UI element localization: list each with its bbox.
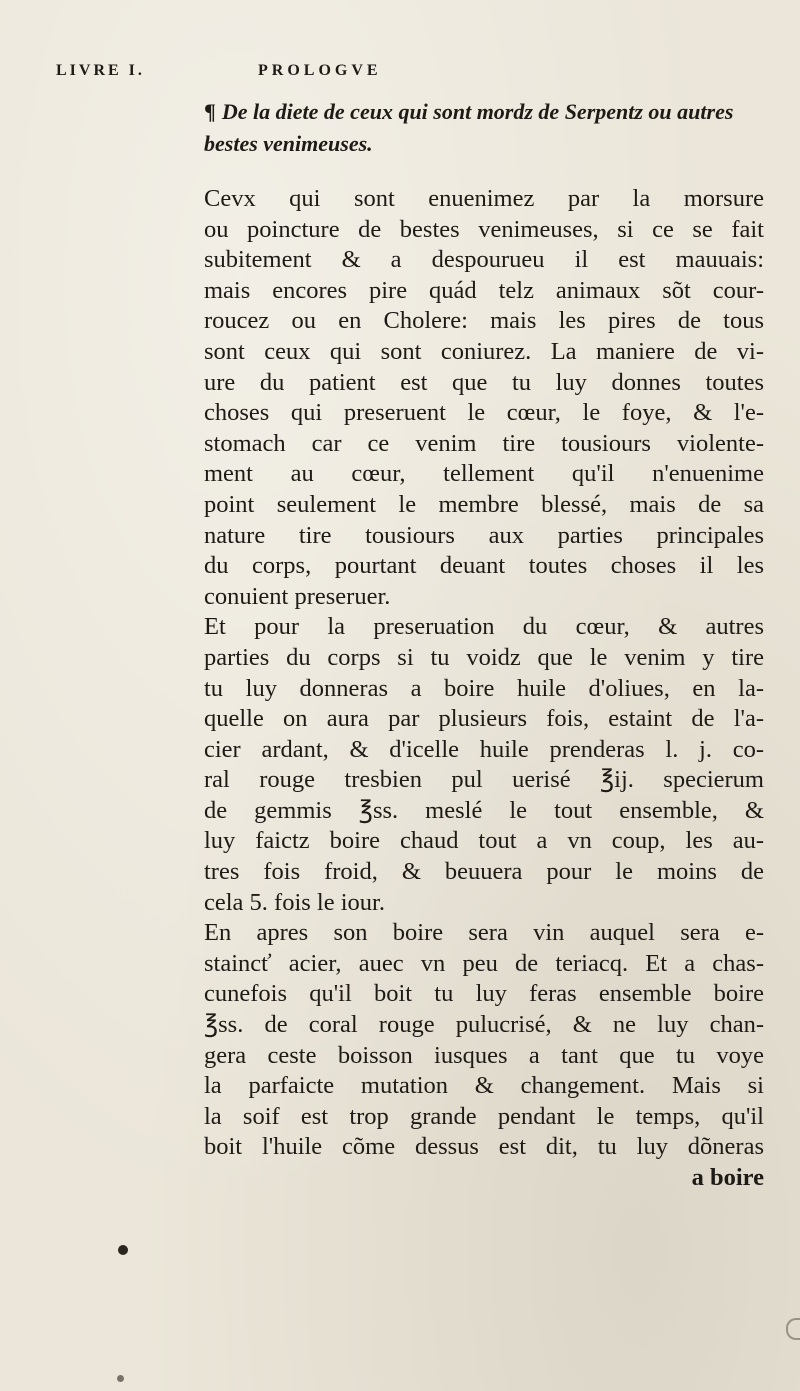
text-line: boit l'huile cõme dessus est dit, tu luy dõneras: [204, 1133, 764, 1161]
text-line: parties du corps si tu voidz que le venim y tire: [204, 643, 764, 671]
text-line: Cevx qui sont enuenimez par la morsure: [204, 185, 764, 212]
text-line: ment au cœur, tellement qu'il n'enuenime: [204, 460, 764, 488]
text-line: roucez ou en Cholere: mais les pires de tous: [204, 307, 764, 335]
text-line: gera ceste boisson iusques a tant que tu voye: [204, 1041, 764, 1069]
text-line: cela 5. fois le iour.: [204, 888, 385, 916]
text-line: mais encores pire quád telz animaux sõt cour-: [204, 276, 764, 304]
text-line: sont ceux qui sont coniurez. La maniere de vi-: [204, 337, 764, 365]
text-line: ure du patient est que tu luy donnes toutes: [204, 368, 764, 396]
text-line: subitement & a despourueu il est mauuais:: [204, 246, 764, 274]
running-head: [56, 62, 746, 86]
text-line: cier ardant, & d'icelle huile prenderas l. j. co-: [204, 735, 764, 763]
text-line: ℥ss. de coral rouge pulucrisé, & ne luy chan-: [204, 1011, 764, 1039]
text-line: choses qui preseruent le cœur, le foye, & l'e-: [204, 399, 764, 427]
section-title: PROLOGVE: [258, 62, 382, 79]
text-line: du corps, pourtant deuant toutes choses il les: [204, 552, 764, 580]
text-line: En apres son boire sera vin auquel sera e-: [204, 919, 764, 947]
text-line: la soif est trop grande pendant le temps, qu'il: [204, 1102, 764, 1130]
text-line: a boire: [691, 1164, 764, 1191]
text-line: stomach car ce venim tire tousiours violente-: [204, 429, 764, 457]
text-line: tres fois froid, & beuuera pour le moins de: [204, 858, 764, 886]
book-number: LIVRE I.: [56, 62, 145, 79]
pilcrow-mark: ¶: [204, 99, 216, 124]
ink-spot: [117, 1375, 124, 1382]
ink-spot: [118, 1245, 128, 1255]
text-line: Et pour la preseruation du cœur, & autres: [204, 613, 764, 641]
text-line: la parfaicte mutation & changement. Mais si: [204, 1072, 764, 1100]
body-text: [204, 184, 764, 1194]
text-line: tu luy donneras a boire huile d'oliues, en la-: [204, 674, 764, 702]
text-line: point seulement le membre blessé, mais de sa: [204, 490, 764, 518]
chapter-heading-text: De la diete de ceux qui sont mordz de Serpentz ou autres bestes venimeuses.: [204, 99, 734, 156]
text-line: de gemmis ℥ss. meslé le tout ensemble, &: [204, 796, 764, 824]
text-line: ral rouge tresbien pul uerisé ℥ij. specierum: [204, 766, 764, 794]
text-line: cunefois qu'il boit tu luy feras ensemble boire: [204, 980, 764, 1008]
text-line: nature tire tousiours aux parties principales: [204, 521, 764, 549]
page-edge-mark: [786, 1318, 800, 1340]
text-line: staincť acier, auec vn peu de teriacq. Et a chas-: [204, 949, 764, 977]
text-line: luy faictz boire chaud tout a vn coup, les au-: [204, 827, 764, 855]
text-line: quelle on aura par plusieurs fois, estaint de l'a-: [204, 705, 764, 733]
text-line: conuient preseruer.: [204, 582, 391, 610]
chapter-heading: [204, 96, 744, 160]
text-line: ou poincture de bestes venimeuses, si ce se fait: [204, 215, 764, 243]
